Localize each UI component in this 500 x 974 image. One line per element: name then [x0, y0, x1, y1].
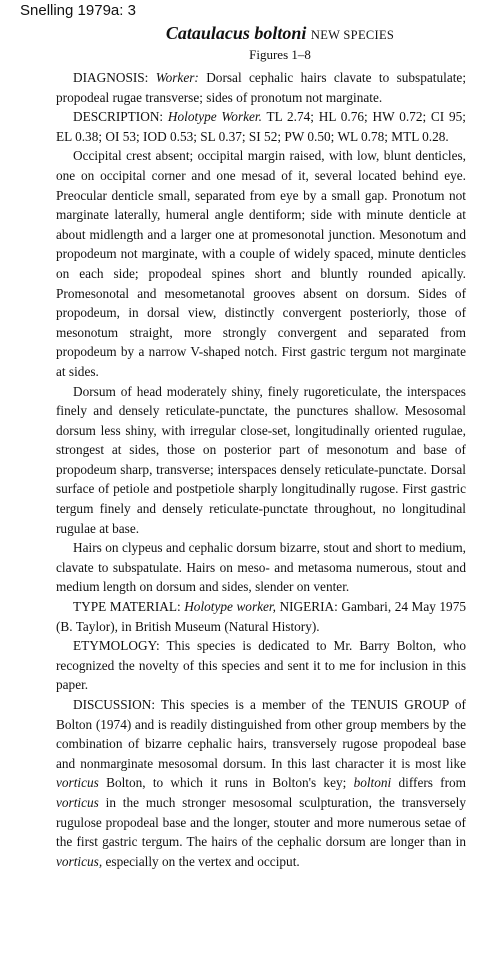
description-measurements: TL 2.74; HL 0.76; HW 0.72; CI 95; EL 0.38; OI 53; IOD 0.53; SL 0.37; SI 52; PW 0.50; WL 0.78; MTL 0.28. — [56, 109, 466, 144]
etymology-heading: ETYMOLOGY: — [73, 638, 160, 654]
sculpture-paragraph: Dorsum of head moderately shiny, finely rugoreticulate, the interspaces finely and densely reticulate-punctate, the punctures shallow. Mesosomal dorsum less shiny, with irregular close-set, longitudinally oriented rugulae, strongest at sides, those on posterior part of mesonotum and base of propodeum sharp, transverse; interspaces densely reticulate-punctate. Dorsal surface of petiole and postpetiole sharply longitudinally rugose. First gastric tergum finely and densely reticulate-punctate throughout, no longitudinal rugulae at base. — [56, 383, 466, 536]
taxon-vorticus: vorticus, — [56, 853, 103, 869]
etymology-paragraph — [56, 636, 466, 695]
etymology-text: This species is dedicated to Mr. Barry Bolton, who recognized the novelty of this species and sent it to me for inclusion in this paper. — [56, 638, 467, 693]
species-title — [60, 22, 500, 46]
diagnosis-heading: DIAGNOSIS: — [73, 70, 149, 85]
citation-label: Snelling 1979a: 3 — [20, 2, 136, 19]
description-paragraph — [56, 107, 466, 146]
diagnosis-paragraph — [56, 68, 466, 107]
taxon-vorticus: vorticus — [56, 794, 99, 810]
type-material-heading: TYPE MATERIAL: — [73, 599, 181, 615]
taxon-vorticus: vorticus — [56, 775, 99, 791]
type-material-text: NIGERIA: Gambari, 24 May 1975 (B. Taylor), in British Museum (Natural History). — [56, 599, 466, 634]
description-caste: Holotype Worker. — [167, 109, 262, 125]
discussion-paragraph — [56, 695, 466, 871]
description-heading: DESCRIPTION: — [73, 109, 164, 125]
type-material-paragraph — [56, 597, 466, 636]
hairs-paragraph: Hairs on clypeus and cephalic dorsum bizarre, stout and short to medium, clavate to subspatulate. Hairs on meso- and metasoma numerous, stout and medium length on dorsum and sides, slender on venter. — [56, 540, 466, 595]
species-account-body — [56, 68, 466, 871]
discussion-text-5: especially on the vertex and occiput. — [105, 853, 300, 869]
diagnosis-text: Dorsal cephalic hairs clavate to subspatulate; propodeal rugae transverse; sides of pronotum not marginate. — [56, 70, 467, 105]
discussion-text-1: This species is a member of the TENUIS GROUP of Bolton (1974) and is readily distinguished from other group members by the combination of bizarre cephalic hairs, transversely rugose propodeal base and nonmarginate mesosomal dorsum. In this last character it is most like — [56, 697, 466, 771]
figures-reference: Figures 1–8 — [249, 47, 311, 62]
diagnosis-caste: Worker: — [155, 70, 199, 85]
species-name: Cataulacus boltoni — [165, 23, 307, 43]
discussion-text-3: differs from — [398, 775, 467, 791]
taxon-boltoni: boltoni — [353, 775, 392, 791]
new-species-label: NEW SPECIES — [310, 28, 395, 42]
structure-paragraph: Occipital crest absent; occipital margin raised, with low, blunt denticles, one on occipital corner and one mesad of it, several located behind eye. Preocular denticle small, separated from eye by a small gap. Pronotum not marginate laterally, humeral angle dentiform; side with minute denticle at about midlength and a larger one at promesonotal junction. Mesonotum and propodeum not marginate, with a couple of widely spaced, minute denticles on each side; propodeal spines short and bluntly rounded apically. Promesonotal and mesometanotal grooves absent on dorsum. Sides of propodeum, in dorsal view, distinctly convergent posteriorly, those of mesonotum straight, more strongly convergent and separated from propodeum by a narrow V-shaped notch. First gastric tergum not marginate at sides. — [56, 148, 466, 379]
discussion-text-4: in the much stronger mesosomal sculpturation, the transversely rugulose propodeal base and the longer, stouter and more numerous setae of the first gastric tergum. The hairs of the cephalic dorsum are longer than in — [56, 794, 466, 850]
discussion-heading: DISCUSSION: — [73, 697, 156, 712]
discussion-text-2: Bolton, to which it runs in Bolton's key; — [106, 775, 347, 791]
species-title-block — [0, 22, 500, 64]
type-material-label: Holotype worker, — [184, 599, 276, 615]
